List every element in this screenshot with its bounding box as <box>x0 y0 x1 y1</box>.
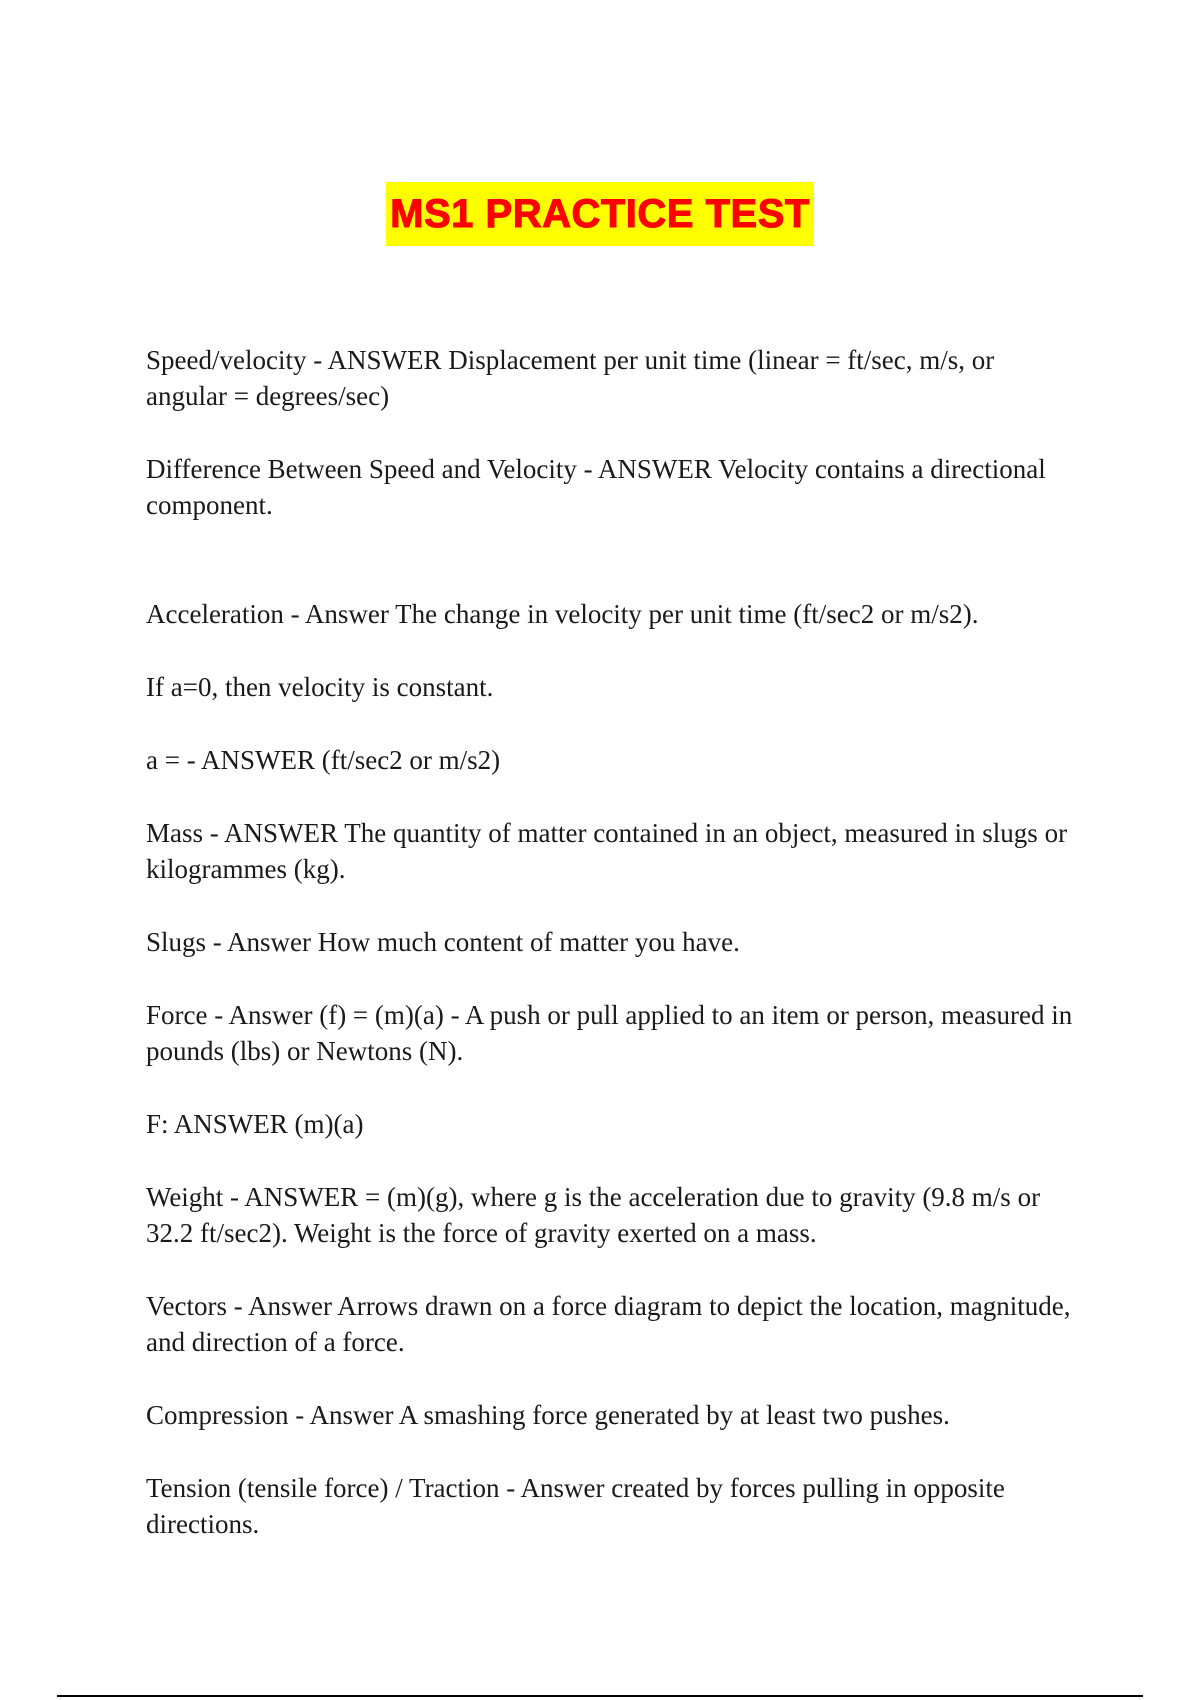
qa-list <box>146 342 1076 1542</box>
qa-entry: F: ANSWER (m)(a) <box>146 1109 364 1139</box>
qa-entry: Mass - ANSWER The quantity of matter contained in an object, measured in slugs or kilogrammes (kg). <box>146 818 1068 884</box>
qa-entry: Compression - Answer A smashing force generated by at least two pushes. <box>146 1400 950 1430</box>
qa-entry: Tension (tensile force) / Traction - Answer created by forces pulling in opposite directions. <box>146 1473 1005 1539</box>
qa-entry: If a=0, then velocity is constant. <box>146 672 494 702</box>
qa-entry: a = - ANSWER (ft/sec2 or m/s2) <box>146 745 501 775</box>
qa-entry: Vectors - Answer Arrows drawn on a force diagram to depict the location, magnitude, and direction of a force. <box>146 1291 1071 1357</box>
qa-entry: Speed/velocity - ANSWER Displacement per unit time (linear = ft/sec, m/s, or angular = degrees/sec) <box>146 345 995 411</box>
page-bottom-divider <box>57 1695 1143 1697</box>
qa-entry: Difference Between Speed and Velocity - ANSWER Velocity contains a directional component. <box>146 454 1046 520</box>
qa-entry: Slugs - Answer How much content of matter you have. <box>146 927 740 957</box>
title-container <box>0 182 1200 246</box>
document-title: MS1 PRACTICE TEST <box>386 182 814 246</box>
qa-entry: Acceleration - Answer The change in velocity per unit time (ft/sec2 or m/s2). <box>146 599 979 629</box>
qa-entry: Force - Answer (f) = (m)(a) - A push or pull applied to an item or person, measured in pounds (lbs) or Newtons (N). <box>146 1000 1073 1066</box>
qa-entry: Weight - ANSWER = (m)(g), where g is the acceleration due to gravity (9.8 m/s or 32.2 ft/sec2). Weight is the force of gravity exerted on a mass. <box>146 1182 1041 1248</box>
